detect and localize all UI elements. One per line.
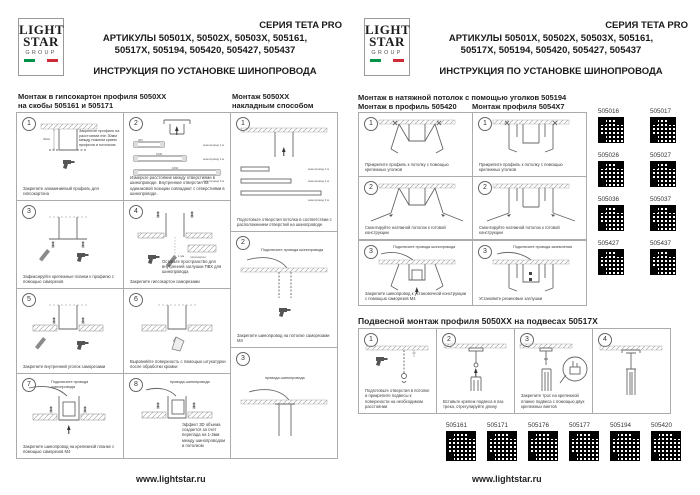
qr-item — [650, 108, 690, 143]
qr-item — [598, 152, 638, 187]
qr-label: 505026 — [598, 152, 620, 159]
qr-pair-row — [598, 108, 692, 143]
wires-annotation: провода шинопровода — [265, 376, 305, 380]
wires-annotation: Подключите провода шинопровода — [51, 380, 89, 389]
svg-text:30мм: 30мм — [43, 137, 50, 141]
qr-pair-row — [598, 240, 692, 275]
wires-annotation: Подключите провода шинопровода — [261, 248, 324, 252]
qr-label: 505016 — [598, 108, 620, 115]
qr-label: 505427 — [598, 240, 620, 247]
logo-text: GROUP — [371, 50, 403, 56]
qr-code — [651, 431, 681, 461]
diagram-track-lengths — [126, 118, 228, 184]
diagram-profile-angles — [365, 119, 469, 161]
step-caption: Подготовьте отверстия потолка в соответствии с расположением отверстий на шинопроводе — [237, 216, 332, 227]
section-heading-surface: Монтаж 5050XX накладным способом — [232, 92, 314, 110]
svg-text:шинопровод 3 м: шинопровод 3 м — [307, 198, 329, 202]
step-cell — [436, 328, 515, 414]
qr-item — [598, 196, 638, 231]
logo-text: LIGHT — [365, 22, 411, 37]
step-number: 1 — [236, 117, 250, 131]
qr-label: 505171 — [487, 422, 509, 429]
diagram-surface-mount — [233, 254, 335, 320]
diagram-rubber-plugs — [479, 250, 583, 294]
step-caption: Закрепите алюминиевый профиль для гипсокартона — [23, 185, 99, 196]
step-number: 1 — [478, 117, 492, 131]
svg-text:250: 250 — [138, 138, 143, 142]
step-cell — [592, 328, 671, 414]
qr-item — [446, 422, 478, 461]
step-number: 7 — [22, 378, 36, 392]
step-caption: Прикрепите профиль к потолку с помощью крепежных уголков — [365, 161, 449, 172]
step-cell — [123, 373, 231, 459]
wires-annotation: Подключите провода заземления — [513, 245, 573, 249]
website-url: www.lightstar.ru — [472, 474, 542, 484]
step-caption: Установите резиновые заглушки — [479, 295, 543, 301]
section-heading-gypsum: Монтаж в гипсокартон профиля 5050XX на скобы 505161 и 505171 — [18, 92, 167, 110]
step-cell — [358, 328, 437, 414]
italian-flag-stripe — [24, 59, 58, 62]
qr-label: 505437 — [650, 240, 672, 247]
wires-annotation: Подключите провода шинопровода — [393, 245, 456, 249]
step-number: 6 — [129, 293, 143, 307]
step-caption: Закрепите внутренний уголок саморезами — [23, 363, 106, 369]
step-caption: Прикрепите профиль к потолку с помощью крепежных уголков — [479, 161, 563, 172]
svg-text:1000: 1000 — [156, 152, 163, 156]
step-caption: Закрепите шинопровод к установочной конструкции с помощью саморезов М4 — [365, 290, 467, 301]
step-cell — [472, 112, 587, 177]
step-caption: Закрепите шинопровод на потолке саморезами М4 — [237, 332, 330, 343]
section-heading-pendant: Подвесной монтаж профиля 5050XX на подвесах 50517X — [358, 316, 598, 326]
logo-text: GROUP — [25, 50, 57, 56]
qr-item — [651, 422, 683, 461]
diagram-pendant-prep — [362, 345, 434, 389]
step-number: 3 — [236, 352, 250, 366]
series-title: СЕРИЯ TETA PRO — [605, 20, 688, 31]
column-heading-5054x7: Монтаж профиля 5054X7 — [472, 102, 565, 111]
qr-label: 505037 — [650, 196, 672, 203]
logo-text: STAR — [23, 34, 59, 49]
svg-text:шинопровод 1 м: шинопровод 1 м — [307, 167, 329, 171]
lightstar-logo — [18, 18, 64, 76]
svg-text:шинопровод 1 м: шинопровод 1 м — [202, 143, 224, 147]
section-heading-stretch-ceiling: Монтаж в натяжной потолок с помощью уголков 505194 — [358, 93, 567, 102]
qr-label: 505017 — [650, 108, 672, 115]
qr-label: 505177 — [569, 422, 591, 429]
step-number: 4 — [129, 205, 143, 219]
step-cell — [230, 112, 338, 232]
step-caption: Зафиксируйте крепежные планки к профилю с помощью саморезов — [23, 273, 114, 284]
diagram-track-in-profile — [365, 250, 469, 294]
lightstar-logo — [364, 18, 410, 76]
qr-code — [446, 431, 476, 461]
wires-annotation: провода шинопровода — [170, 380, 210, 384]
step-caption: Эффект 3D объема создается за счет перепада на 1-2мм между шинопроводом и потолком — [182, 422, 225, 448]
diagram-pendant-result — [596, 345, 668, 397]
qr-item — [610, 422, 642, 461]
qr-code — [598, 161, 624, 187]
step-number: 5 — [22, 293, 36, 307]
step-caption-2: Закрепите гипсокартон саморезами — [130, 278, 200, 284]
qr-label: 505420 — [651, 422, 673, 429]
step-cell — [472, 176, 587, 240]
step-number: 3 — [364, 245, 378, 259]
articles-line2: 50517X, 505194, 505420, 505427, 505437 — [114, 45, 296, 56]
step-caption: Измерьте расстояние между отверстиями в шинопроводе. Внутренние отверстия на одинаковой позиции совпадают с отверстиями в шинопроводе. — [130, 175, 225, 196]
qr-label: 505027 — [650, 152, 672, 159]
qr-code — [610, 431, 640, 461]
qr-pair-row — [598, 196, 692, 231]
qr-item — [650, 240, 690, 275]
diagram-plaster-finish — [126, 301, 228, 353]
qr-code — [598, 249, 624, 275]
logo-text: STAR — [369, 34, 405, 49]
step-cell — [123, 112, 231, 201]
logo-text: LIGHT — [19, 22, 65, 37]
page-header — [414, 20, 688, 77]
qr-code — [650, 161, 676, 187]
page-left — [6, 8, 346, 490]
step-cell — [358, 112, 473, 177]
qr-item — [650, 152, 690, 187]
italian-flag-stripe — [370, 59, 404, 62]
qr-label: 505194 — [610, 422, 632, 429]
qr-code — [487, 431, 517, 461]
qr-code-row — [446, 422, 683, 461]
diagram-stretch-fabric — [479, 183, 583, 225]
svg-text:шинопровод 2 м: шинопровод 2 м — [202, 157, 224, 161]
qr-code — [528, 431, 558, 461]
diagram-stretch-fabric — [365, 183, 469, 225]
column-heading-505420: Монтаж в профиль 505420 — [358, 102, 457, 111]
diagram-surface-prep — [233, 127, 335, 205]
step-annotation: Закрепите профиль на расстоянии min 30мм между нижним краем профиля и потолком — [79, 129, 120, 147]
qr-code — [650, 249, 676, 275]
step-caption: Оставьте пространство для внутренней заглушки ПВХ для шинопровода — [162, 259, 222, 275]
qr-code — [598, 205, 624, 231]
step-cell — [514, 328, 593, 414]
step-number: 2 — [364, 181, 378, 195]
qr-code — [598, 117, 624, 143]
diagram-fixing-plates — [19, 213, 119, 267]
diagram-profile-angles — [479, 119, 583, 161]
step-cell — [472, 240, 587, 306]
diagram-pendant-insert — [440, 343, 512, 391]
step-number: 2 — [442, 333, 456, 347]
qr-item — [569, 422, 601, 461]
qr-item — [598, 108, 638, 143]
qr-code — [569, 431, 599, 461]
page-header — [68, 20, 342, 77]
step-caption: Смонтируйте натяжной потолок к готовой конструкции — [479, 224, 560, 235]
step-number: 8 — [129, 378, 143, 392]
svg-text:1060: 1060 — [172, 166, 179, 170]
step-number: 1 — [22, 117, 36, 131]
articles-line1: АРТИКУЛЫ 50501X, 50502X, 50503X, 505161, — [102, 33, 308, 44]
qr-code-column — [598, 108, 692, 284]
step-cell — [16, 112, 124, 201]
instruction-title: ИНСТРУКЦИЯ ПО УСТАНОВКЕ ШИНОПРОВОДА — [93, 66, 317, 77]
svg-text:шинопровод 2 м: шинопровод 2 м — [307, 179, 329, 183]
step-cell — [123, 288, 231, 374]
qr-label: 505176 — [528, 422, 550, 429]
qr-label: 505036 — [598, 196, 620, 203]
svg-text:гипсокартон: гипсокартон — [190, 255, 206, 259]
step-cell — [16, 373, 124, 459]
series-title: СЕРИЯ TETA PRO — [259, 20, 342, 31]
step-cell — [358, 176, 473, 240]
step-cell — [230, 347, 338, 459]
svg-text:1 мм: 1 мм — [178, 254, 185, 258]
articles-line1: АРТИКУЛЫ 50501X, 50502X, 50503X, 505161, — [448, 33, 654, 44]
step-cell — [16, 288, 124, 374]
step-number: 3 — [520, 333, 534, 347]
qr-item — [487, 422, 519, 461]
step-number: 2 — [129, 117, 143, 131]
step-caption: Подготовьте отверстия в потолке и прикрепите подвесы к поверхности на необходимом расстоянии — [365, 388, 430, 409]
diagram-surface-result — [233, 384, 335, 444]
diagram-inner-corner — [19, 301, 119, 353]
step-number: 1 — [364, 333, 378, 347]
step-cell — [123, 200, 231, 289]
instruction-title: ИНСТРУКЦИЯ ПО УСТАНОВКЕ ШИНОПРОВОДА — [439, 66, 663, 77]
step-cell — [16, 200, 124, 289]
qr-item — [650, 196, 690, 231]
articles-line2: 50517X, 505194, 505420, 505427, 505437 — [460, 45, 642, 56]
qr-label: 505161 — [446, 422, 468, 429]
diagram-pendant-detail — [518, 343, 590, 393]
step-number: 3 — [478, 245, 492, 259]
qr-code — [650, 117, 676, 143]
step-number: 2 — [236, 236, 250, 250]
page-right — [352, 8, 692, 490]
step-caption: Смонтируйте натяжной потолок к готовой конструкции — [365, 224, 446, 235]
qr-code — [650, 205, 676, 231]
step-number: 1 — [364, 117, 378, 131]
diagram-track-mounting — [19, 384, 119, 434]
step-number: 4 — [598, 333, 612, 347]
qr-item — [528, 422, 560, 461]
svg-text:шинопровод 3 м: шинопровод 3 м — [202, 179, 224, 183]
qr-pair-row — [598, 152, 692, 187]
website-url: www.lightstar.ru — [136, 474, 206, 484]
step-number: 2 — [478, 181, 492, 195]
step-caption: Вставьте крепеж подвеса в паз трека, отрегулируйте длину — [443, 398, 504, 409]
step-number: 3 — [22, 205, 36, 219]
qr-item — [598, 240, 638, 275]
step-cell — [230, 231, 338, 348]
step-caption: Выровняйте поверхность с помощью штукатурки после обработки кромки — [130, 358, 226, 369]
step-caption: Закрепите шинопровод на крепежной планке с помощью саморезов М4 — [23, 443, 115, 454]
step-caption: Закрепите трос на крепежной планке подвеса с помощью двух крепежных винтов — [521, 393, 585, 409]
step-cell — [358, 240, 473, 306]
